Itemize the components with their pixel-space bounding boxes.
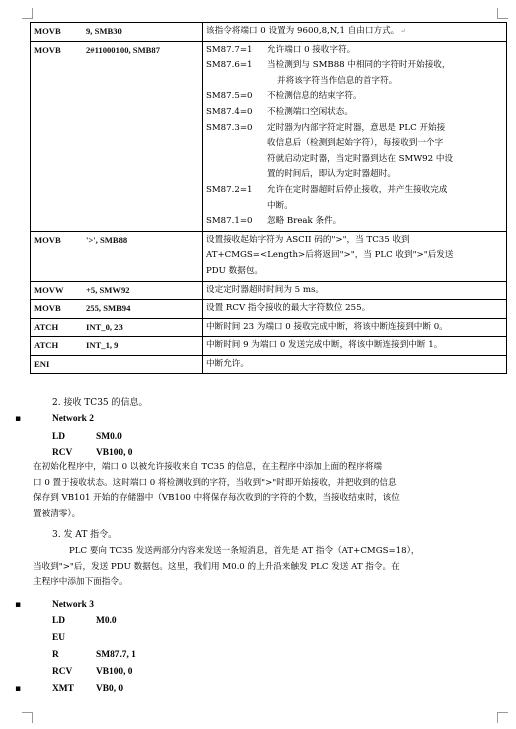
bullet-icon: ▪ (15, 414, 22, 424)
bullet-icon: ▪ (15, 684, 22, 694)
description-cell (203, 281, 507, 300)
code-line (52, 614, 117, 629)
paragraph-line: 当收到">"后，发送 PDU 数据包。这里，我们用 M0.0 的上升沿来触发 PLC 发送 AT 指令。在 (33, 561, 400, 572)
paragraph-line: PLC 要向 TC35 发送两部分内容来发送一条短消息，首先是 AT 指令（AT+CMGS=18）， (69, 546, 420, 556)
description-cell (203, 231, 507, 281)
sm-bit-text: 符就启动定时器，当定时器到达在 SMW92 中设 (267, 153, 454, 164)
crop-mark-top-left (22, 8, 33, 19)
description-text: 设置接收起始字符为 ASCII 码的">"，当 TC35 收到 (206, 234, 410, 245)
description-cell (203, 300, 507, 319)
table-row (31, 41, 507, 231)
description-cell (203, 41, 507, 231)
description-text: 中断时间 23 为端口 0 接收完成中断，将该中断连接到中断 0。 (206, 321, 448, 332)
opcode: MOVW (34, 284, 64, 295)
code-line (52, 665, 132, 680)
paragraph-line: 置被清零）。 (33, 508, 81, 519)
paragraph (33, 460, 498, 522)
operands: 255, SMB94 (86, 303, 131, 314)
paragraph (33, 544, 498, 591)
code-line (52, 446, 132, 461)
paragraph-line: 在初始化程序中，端口 0 以被允许接收来自 TC35 的信息，在主程序中添加上面的程序将端 (33, 462, 383, 472)
sm-bit: SM87.2=1 (206, 184, 253, 195)
instruction-cell (31, 300, 203, 319)
sm-bit-text: 不检测信息的结束字符。 (267, 91, 362, 102)
operands: '>', SMB88 (86, 234, 128, 245)
opcode: ATCH (34, 321, 59, 332)
opcode: R (52, 650, 59, 660)
description-text: 中断时间 9 为端口 0 发送完成中断，将该中断连接到中断 1。 (206, 340, 443, 351)
operands: SM0.0 (96, 432, 122, 442)
table-row (31, 281, 507, 300)
description-text: PDU 数据包。 (206, 265, 264, 276)
operands: SM87.7, 1 (96, 650, 136, 660)
sm-bit-entry (206, 121, 503, 183)
code-line (52, 682, 123, 697)
instruction-cell (31, 281, 203, 300)
sm-bit-entry (206, 58, 503, 89)
sm-bit-text: 置的时间后，即认为定时器超时。 (267, 169, 396, 180)
sm-bit-text: 中断。 (267, 200, 293, 211)
operands: VB100, 0 (96, 667, 133, 677)
table-row (31, 231, 507, 281)
section-heading: 2. 接收 TC35 的信息。 (52, 398, 148, 408)
table-row (31, 318, 507, 337)
paragraph-line: 主程序中添加下面指令。 (33, 577, 128, 588)
paragraph-mark-icon: ↵ (400, 27, 407, 35)
network-label: Network 2 (52, 414, 94, 424)
description-text: 中断允许。 (206, 358, 249, 369)
opcode: XMT (52, 684, 74, 694)
opcode: MOVB (34, 26, 61, 36)
sm-bit: SM87.1=0 (206, 216, 253, 227)
instruction-cell (31, 231, 203, 281)
description-text: 该指令将端口 0 设置为 9600,8,N,1 自由口方式。 (206, 26, 400, 36)
description-text: 设定定时器超时时间为 5 ms。 (206, 284, 325, 295)
table-row (31, 23, 507, 42)
table-row (31, 337, 507, 356)
instruction-cell (31, 318, 203, 337)
opcode: EU (52, 633, 66, 643)
opcode: MOVB (34, 44, 61, 55)
opcode: ENI (34, 358, 50, 369)
sm-bit-entry (206, 183, 503, 214)
sm-bit: SM87.5=0 (206, 91, 253, 102)
crop-mark-bottom-right (497, 712, 508, 723)
instruction-cell (31, 23, 203, 42)
operands: VB100, 0 (96, 448, 133, 458)
operands: 9, SMB30 (86, 26, 122, 36)
operands: INT_0, 23 (86, 321, 123, 332)
opcode: RCV (52, 667, 73, 677)
opcode: MOVB (34, 303, 61, 314)
sm-bit: SM87.7=1 (206, 44, 253, 55)
operands: INT_1, 9 (86, 340, 119, 351)
description-cell (203, 355, 507, 374)
opcode: MOVB (34, 234, 61, 245)
description-cell (203, 337, 507, 356)
code-line (52, 648, 136, 663)
sm-bit-text: 允许端口 0 接收字符。 (267, 44, 356, 55)
operands: VB0, 0 (96, 684, 124, 694)
paragraph-line: 口 0 置于接收状态。这时端口 0 将检测收到的字符，当收到">"时即开始接收，并把收到的信息 (33, 477, 397, 488)
instruction-cell (31, 337, 203, 356)
description-text: 设置 RCV 指令接收的最大字符数位 255。 (206, 303, 371, 314)
description-cell (203, 23, 507, 42)
operands: 2#11000100, SMB87 (86, 44, 161, 55)
sm-bit-text: 并将该字符当作信息的首字符。 (277, 75, 398, 86)
table-row (31, 355, 507, 374)
bullet-icon: ▪ (15, 600, 22, 610)
opcode: LD (52, 616, 66, 626)
opcode: RCV (52, 448, 73, 458)
sm-bit-text: 收信息后（检测到起始字符），每接收到一个字 (267, 138, 444, 149)
description-text: AT+CMGS=<Length>后将返回">"，当 PLC 收到">"后发送 (206, 250, 454, 261)
instruction-table (30, 22, 507, 374)
code-line (52, 430, 122, 445)
sm-bit-text: 定时器为内部字符定时器，意思是 PLC 开始接 (267, 122, 446, 133)
instruction-cell (31, 355, 203, 374)
paragraph-line: 保存到 VB101 开始的存储器中（VB100 中将保存每次收到的字符的个数，当接收结束时，该位 (33, 493, 400, 504)
network-label: Network 3 (52, 600, 94, 610)
operands: +5, SMW92 (86, 284, 130, 295)
sm-bit-entry (206, 89, 503, 105)
sm-bit-text: 允许在定时器超时后停止接收，并产生接收完成 (267, 184, 448, 195)
sm-bit-text: 忽略 Break 条件。 (267, 216, 342, 227)
section-heading: 3. 发 AT 指令。 (52, 530, 118, 540)
code-line (52, 631, 96, 646)
sm-bit: SM87.4=0 (206, 106, 253, 117)
sm-bit-text: 当检测到与 SMB88 中相同的字符时开始接收， (267, 60, 451, 71)
crop-mark-top-right (497, 8, 508, 19)
sm-bit: SM87.6=1 (206, 60, 253, 71)
sm-bit: SM87.3=0 (206, 122, 253, 133)
description-cell (203, 318, 507, 337)
opcode: LD (52, 432, 66, 442)
instruction-cell (31, 41, 203, 231)
sm-bit-entry (206, 43, 503, 59)
crop-mark-bottom-left (22, 712, 33, 723)
opcode: ATCH (34, 340, 59, 351)
sm-bit-entry (206, 214, 503, 230)
sm-bit-entry (206, 105, 503, 121)
sm-bit-text: 不检测端口空闲状态。 (267, 106, 353, 117)
operands: M0.0 (96, 616, 117, 626)
table-row (31, 300, 507, 319)
